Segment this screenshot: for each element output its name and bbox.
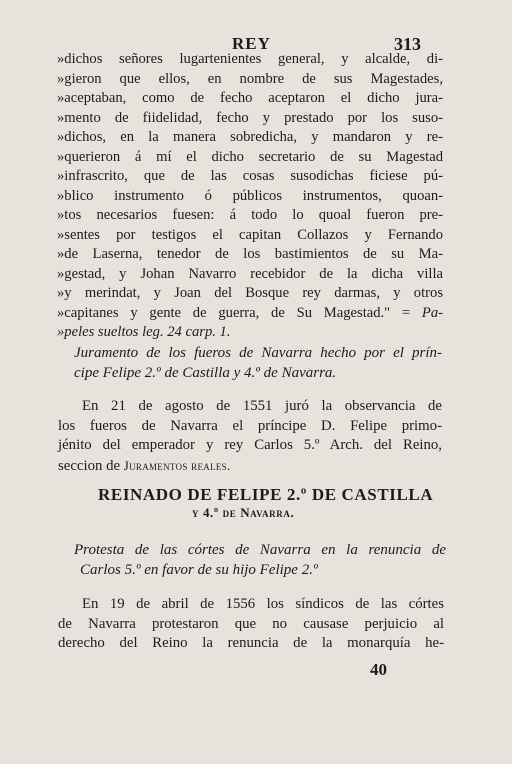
paragraph-protest-1556 <box>58 595 444 654</box>
para-line: En 21 de agosto de 1551 juró la observancia de <box>82 398 442 414</box>
quote-line: »blico instrumento ó públicos instrumentos, quoan- <box>57 187 443 204</box>
quote-line: »tos necesarios fuesen: á todo lo quoal fueron pre- <box>57 207 443 223</box>
citation-start: Pa- <box>421 304 443 321</box>
para-line <box>58 456 442 477</box>
running-head: REY <box>232 34 271 53</box>
citation-end: »peles sueltos leg. 24 carp. 1. <box>57 324 231 340</box>
caption-line: Juramento de los fueros de Navarra hecho por el prín- <box>74 345 442 361</box>
quote-line: »de Laserna, tenedor de los bastimientos de su Ma- <box>57 246 443 262</box>
quote-line: »y merindat, y Joan del Bosque rey darmas, y otros <box>57 285 443 301</box>
para-line: En 19 de abril de 1556 los síndicos de las córtes <box>82 596 444 612</box>
quote-line: »aceptaban, como de fecho aceptaron el dicho jura- <box>57 90 443 106</box>
caption-line: Carlos 5.º en favor de su hijo Felipe 2.º <box>80 562 318 578</box>
page-number: 313 <box>394 34 421 54</box>
quote-line: »sentes por testigos el capitan Collazos y Fernando <box>57 226 443 243</box>
para-line: de Navarra protestaron que no causase perjuicio al <box>58 615 444 632</box>
quote-line: »dichos señores lugartenientes general, y alcalde, di- <box>57 51 443 67</box>
quoted-document-block <box>57 50 443 343</box>
section-subtitle: y 4.º de Navarra. <box>192 505 295 520</box>
para-line-prefix: seccion de <box>58 457 124 474</box>
para-line: derecho del Reino la renuncia de la monarquía he- <box>58 635 444 651</box>
paragraph-oath-1551 <box>58 397 442 476</box>
caption-line: cipe Felipe 2.º de Castilla y 4.º de Navarra. <box>74 365 337 381</box>
caption-line: Protesta de las córtes de Navarra en la renuncia de <box>74 542 446 558</box>
quote-line: »gieron que ellos, en nombre de sus Magestades, <box>57 70 443 87</box>
para-line: jénito del emperador y rey Carlos 5.º Arch. del Reino, <box>58 437 442 453</box>
quote-line: »infrascrito, que de las cosas susodichas ficiese pú- <box>57 168 443 184</box>
quote-line: »gestad, y Johan Navarro recebidor de la dicha villa <box>57 265 443 282</box>
signature-mark: 40 <box>370 660 387 679</box>
archive-section-name: Juramentos reales. <box>123 457 231 473</box>
quote-line: »querieron á mí el dicho secretario de su Magestad <box>57 148 443 165</box>
caption-protest-cortes <box>74 540 446 580</box>
quote-line-text: »capitanes y gente de guerra, de Su Magestad." = <box>57 304 411 321</box>
quote-line: »mento de fiidelidad, fecho y prestado por los suso- <box>57 109 443 126</box>
quote-line: »dichos, en la manera sobredicha, y mandaron y re- <box>57 129 443 145</box>
section-title: REINADO DE FELIPE 2.º DE CASTILLA <box>98 485 434 504</box>
caption-oath-felipe <box>74 343 442 383</box>
quote-line-with-citation <box>57 304 443 324</box>
para-line: los fueros de Navarra el príncipe D. Felipe primo- <box>58 417 442 434</box>
